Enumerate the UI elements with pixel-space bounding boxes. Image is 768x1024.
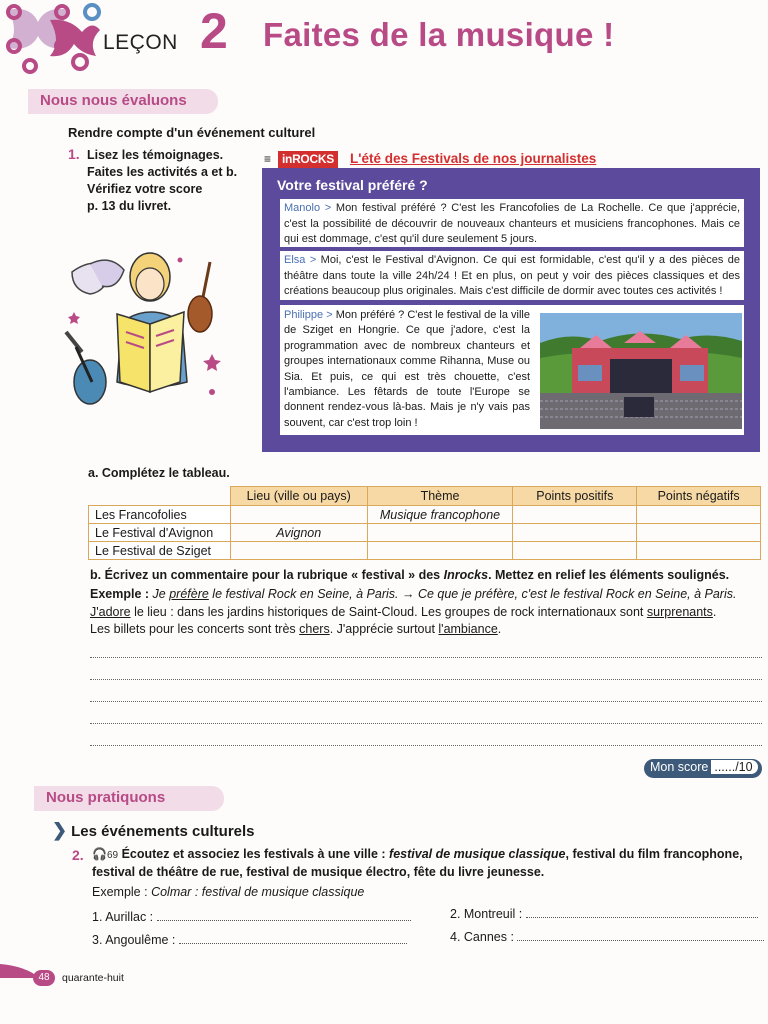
- testimony-manolo: [280, 199, 744, 249]
- writing-line[interactable]: [90, 701, 762, 702]
- writing-line[interactable]: [90, 657, 762, 658]
- reader-illustration-icon: [62, 242, 234, 417]
- audio-track-number: 69: [106, 850, 119, 861]
- table-cell[interactable]: [367, 524, 513, 542]
- subsection-title: Rendre compte d'un événement culturel: [68, 125, 316, 140]
- subsection-title: [52, 820, 255, 841]
- exercise2-example: [92, 885, 364, 899]
- section-tab-evaluation: Nous nous évaluons: [28, 89, 218, 114]
- magazine-logo: inROCKS: [278, 151, 338, 168]
- section-tab-practice: Nous pratiquons: [34, 786, 224, 811]
- underlined-word: l'ambiance: [438, 622, 498, 636]
- festival-table: [88, 486, 761, 560]
- answer-label: 3. Angoulême :: [92, 933, 176, 947]
- row-label: Les Francofolies: [89, 506, 231, 524]
- table-cell[interactable]: [230, 542, 367, 560]
- instruction-line: p. 13 du livret.: [87, 199, 172, 213]
- subsection-text: Les événements culturels: [71, 823, 255, 840]
- lesson-logo-icon: [0, 0, 110, 78]
- answer-label: 1. Aurillac :: [92, 910, 154, 924]
- example-label: Exemple :: [90, 587, 153, 601]
- testimony-author: Philippe >: [284, 309, 333, 321]
- example-line: [90, 621, 760, 639]
- table-cell[interactable]: Avignon: [230, 524, 367, 542]
- table-corner: [89, 487, 231, 506]
- example-text: le lieu : dans les jardins historiques de Saint-Cloud. Les groupes de rock internationaux sont: [130, 604, 647, 619]
- activity-b-example: [90, 586, 760, 639]
- testimony-philippe-text: [284, 308, 530, 431]
- page-title: Faites de la musique !: [263, 16, 615, 53]
- score-total: /10: [735, 760, 753, 774]
- table-cell[interactable]: [637, 542, 761, 560]
- table-cell[interactable]: [513, 506, 637, 524]
- table-row: [89, 506, 761, 524]
- example-line: [90, 586, 760, 604]
- column-header: Points positifs: [513, 487, 637, 506]
- instruction-line: Lisez les témoignages.: [87, 148, 224, 162]
- instruction-italic: festival de musique classique: [389, 847, 566, 861]
- answer-line[interactable]: [526, 908, 758, 918]
- example-line: [90, 604, 760, 622]
- underlined-word: J'adore: [90, 604, 131, 619]
- writing-line[interactable]: [90, 679, 762, 680]
- row-label: Le Festival d'Avignon: [89, 524, 231, 542]
- answer-label: 2. Montreuil :: [450, 907, 523, 921]
- example-text: . J'apprécie surtout: [329, 622, 439, 636]
- table-row: [89, 524, 761, 542]
- example-text: Les billets pour les concerts sont très: [90, 622, 300, 636]
- activity-a-label: a. Complétez le tableau.: [88, 466, 230, 480]
- exercise-number: 1.: [68, 146, 80, 162]
- menu-icon: ≡: [264, 152, 272, 166]
- example-label: Exemple :: [92, 885, 152, 899]
- instruction-text: . Mettez en relief les éléments soulignés.: [488, 568, 730, 582]
- testimony-text: Moi, c'est le Festival d'Avignon. Ce qui est formidable, c'est qu'il y a des pièces de théâtre dans toute la ville 24h/24 ! Et en plus, on peut y voir des pièces classiques et des créations beaucoup plus originales. Mais c'est difficile de dormir avec toutes ces activités !: [284, 254, 740, 297]
- table-cell[interactable]: [230, 506, 367, 524]
- instruction-text: b. Écrivez un commentaire pour la rubrique « festival » des: [90, 568, 444, 582]
- instruction-line: Vérifiez votre score: [87, 182, 203, 196]
- testimony-author: Elsa >: [284, 254, 317, 266]
- exercise-number: 2.: [72, 847, 84, 863]
- chevron-right-icon: ❯: [52, 820, 68, 840]
- exercise-instructions: [92, 846, 760, 881]
- activity-b-instructions: [90, 568, 760, 582]
- score-dots: ......: [714, 760, 736, 774]
- column-header: Lieu (ville ou pays): [230, 487, 367, 506]
- testimony-text: Mon préféré ? C'est le festival de la ville de Sziget en Hongrie. Ce que j'adore, c'est la programmation avec de nombreux chanteurs et groupes internationaux comme Rihanna, Muse ou Sia. Et puis, ce qui est très chouette, c'est l'ambiance. Les fêtards de toute l'Europe se donnent rendez-vous là-bas. Mais je n'y vais pas souvent, car c'est trop loin !: [284, 309, 530, 429]
- table-cell[interactable]: [637, 524, 761, 542]
- panel-title: Votre festival préféré ?: [277, 177, 428, 193]
- column-header: Points négatifs: [637, 487, 761, 506]
- testimony-elsa: [280, 251, 744, 302]
- score-field[interactable]: [711, 760, 758, 774]
- answer-line[interactable]: [179, 934, 407, 944]
- page-number: 48: [33, 970, 55, 986]
- column-header: Thème: [367, 487, 513, 506]
- example-text: Colmar : festival de musique classique: [151, 885, 365, 899]
- answer-aurillac[interactable]: [92, 910, 411, 924]
- score-label: Mon score: [650, 760, 709, 774]
- answer-line[interactable]: [157, 911, 411, 921]
- article-headline: L'été des Festivals de nos journalistes: [350, 151, 597, 166]
- lesson-number: 2: [200, 3, 228, 59]
- headphones-icon[interactable]: 🎧: [92, 847, 107, 861]
- table-cell[interactable]: Musique francophone: [367, 506, 513, 524]
- example-text: .: [712, 604, 717, 619]
- answer-line[interactable]: [517, 931, 764, 941]
- answer-montreuil[interactable]: [450, 907, 758, 921]
- underlined-word: surprenants: [646, 604, 713, 619]
- writing-line[interactable]: [90, 723, 762, 724]
- example-text: .: [497, 622, 502, 636]
- lesson-word: LEÇON: [103, 31, 178, 54]
- row-label: Le Festival de Sziget: [89, 542, 231, 560]
- table-cell[interactable]: [513, 524, 637, 542]
- festival-stage-photo: [540, 313, 742, 429]
- score-badge: [644, 759, 762, 778]
- answer-label: 4. Cannes :: [450, 930, 514, 944]
- instruction-line: Faites les activités a et b.: [87, 165, 238, 179]
- table-cell[interactable]: [367, 542, 513, 560]
- table-cell[interactable]: [637, 506, 761, 524]
- underlined-word: préfère: [169, 587, 209, 601]
- underlined-word: chers: [299, 622, 330, 636]
- instruction-text: , festival du film francophone, festival de théâtre de rue, festival de musique électro, fête du livre jeunesse.: [92, 847, 743, 879]
- example-text: Je: [152, 587, 170, 601]
- page-number-words: quarante-huit: [62, 972, 124, 984]
- magazine-name: Inrocks: [443, 568, 489, 582]
- table-row: [89, 542, 761, 560]
- answer-angouleme[interactable]: [92, 933, 407, 947]
- answer-cannes[interactable]: [450, 930, 764, 944]
- exercise-instructions: [87, 147, 262, 215]
- instruction-text: Écoutez et associez les festivals à une ville :: [121, 847, 390, 861]
- writing-line[interactable]: [90, 745, 762, 746]
- testimony-text: Mon festival préféré ? C'est les Francofolies de La Rochelle. Ce que j'apprécie, c'est la possibilité de découvrir de nouveaux chanteurs et musiciens francophones. Mais ce qui est dommage, c'est qu'il dure seulement 5 jours.: [284, 202, 741, 245]
- testimony-author: Manolo >: [284, 202, 332, 214]
- table-cell[interactable]: [513, 542, 637, 560]
- example-text: le festival Rock en Seine, à Paris. → Ce que je préfère, c'est le festival Rock en Seine, à Paris.: [208, 587, 737, 601]
